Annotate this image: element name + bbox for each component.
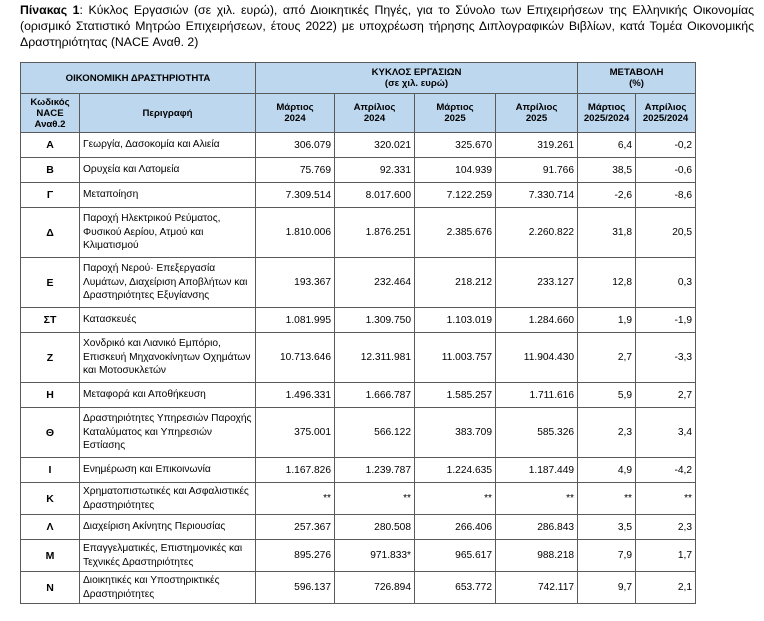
change-march: 1,9 (578, 308, 636, 333)
value-march-2024: 375.001 (256, 408, 335, 458)
row-code: Λ (21, 515, 80, 540)
row-description: Χρηματοπιστωτικές και Ασφαλιστικές Δραστηριότητες (80, 483, 256, 515)
value-april-2025: 319.261 (496, 133, 578, 158)
change-march: 2,3 (578, 408, 636, 458)
change-march: 9,7 (578, 572, 636, 604)
value-march-2024: 193.367 (256, 258, 335, 308)
value-march-2024: 1.167.826 (256, 458, 335, 483)
change-april: ** (636, 483, 696, 515)
change-april: -1,9 (636, 308, 696, 333)
change-march: 12,8 (578, 258, 636, 308)
row-description: Γεωργία, Δασοκομία και Αλιεία (80, 133, 256, 158)
value-march-2024: 257.367 (256, 515, 335, 540)
value-march-2024: 596.137 (256, 572, 335, 604)
value-april-2024: 12.311.981 (335, 333, 415, 383)
value-april-2025: 742.117 (496, 572, 578, 604)
table-row (21, 515, 696, 540)
change-april: -0,2 (636, 133, 696, 158)
value-april-2024: 566.122 (335, 408, 415, 458)
row-code: Β (21, 158, 80, 183)
row-code: Θ (21, 408, 80, 458)
value-april-2025: 7.330.714 (496, 183, 578, 208)
table-row (21, 208, 696, 258)
value-march-2025: 965.617 (415, 540, 496, 572)
value-march-2025: 325.670 (415, 133, 496, 158)
row-code: Η (21, 383, 80, 408)
change-april: -4,2 (636, 458, 696, 483)
value-april-2025: ** (496, 483, 578, 515)
row-description: Ορυχεία και Λατομεία (80, 158, 256, 183)
value-march-2025: 218.212 (415, 258, 496, 308)
table-row (21, 483, 696, 515)
change-april: 2,7 (636, 383, 696, 408)
change-april: 20,5 (636, 208, 696, 258)
table-row (21, 540, 696, 572)
value-april-2025: 1.711.616 (496, 383, 578, 408)
value-april-2024: ** (335, 483, 415, 515)
change-april: 0,3 (636, 258, 696, 308)
value-april-2025: 585.326 (496, 408, 578, 458)
change-april: 2,3 (636, 515, 696, 540)
caption-label: Πίνακας 1 (20, 3, 80, 17)
value-march-2024: 1.496.331 (256, 383, 335, 408)
row-code: ΣΤ (21, 308, 80, 333)
row-description: Μεταποίηση (80, 183, 256, 208)
table-row (21, 133, 696, 158)
value-march-2025: 2.385.676 (415, 208, 496, 258)
turnover-table (20, 62, 696, 604)
row-code: Ζ (21, 333, 80, 383)
table-row (21, 183, 696, 208)
value-march-2025: 1.103.019 (415, 308, 496, 333)
row-description: Κατασκευές (80, 308, 256, 333)
row-code: Μ (21, 540, 80, 572)
row-code: Ι (21, 458, 80, 483)
table-row (21, 258, 696, 308)
value-april-2024: 1.309.750 (335, 308, 415, 333)
value-april-2025: 286.843 (496, 515, 578, 540)
value-march-2025: ** (415, 483, 496, 515)
change-march: 3,5 (578, 515, 636, 540)
table-row (21, 458, 696, 483)
table-row (21, 158, 696, 183)
row-code: Δ (21, 208, 80, 258)
value-april-2024: 1.876.251 (335, 208, 415, 258)
value-april-2024: 320.021 (335, 133, 415, 158)
change-march: 4,9 (578, 458, 636, 483)
header-change: ΜΕΤΑΒΟΛΗ (%) (578, 63, 696, 94)
value-april-2024: 280.508 (335, 515, 415, 540)
row-code: Ε (21, 258, 80, 308)
value-april-2024: 1.239.787 (335, 458, 415, 483)
table-row (21, 572, 696, 604)
row-description: Επαγγελματικές, Επιστημονικές και Τεχνικές Δραστηριότητες (80, 540, 256, 572)
table-row (21, 408, 696, 458)
change-april: 3,4 (636, 408, 696, 458)
value-april-2024: 232.464 (335, 258, 415, 308)
value-april-2025: 988.218 (496, 540, 578, 572)
change-march: 7,9 (578, 540, 636, 572)
value-march-2024: 895.276 (256, 540, 335, 572)
table-caption (20, 2, 754, 50)
value-march-2024: 1.081.995 (256, 308, 335, 333)
value-april-2024: 1.666.787 (335, 383, 415, 408)
value-march-2024: ** (256, 483, 335, 515)
row-description: Διοικητικές και Υποστηρικτικές Δραστηριότητες (80, 572, 256, 604)
table-row (21, 308, 696, 333)
value-march-2025: 104.939 (415, 158, 496, 183)
header-turnover: ΚΥΚΛΟΣ ΕΡΓΑΣΙΩΝ (σε χιλ. ευρώ) (256, 63, 578, 94)
value-april-2025: 11.904.430 (496, 333, 578, 383)
table-row (21, 383, 696, 408)
value-march-2025: 266.406 (415, 515, 496, 540)
value-april-2024: 92.331 (335, 158, 415, 183)
row-description: Παροχή Νερού· Επεξεργασία Λυμάτων, Διαχείριση Αποβλήτων και Δραστηριότητες Εξυγίανσης (80, 258, 256, 308)
change-april: 2,1 (636, 572, 696, 604)
row-description: Δραστηριότητες Υπηρεσιών Παροχής Καταλύματος και Υπηρεσιών Εστίασης (80, 408, 256, 458)
header-march-2025: Μάρτιος 2025 (415, 94, 496, 133)
change-march: 38,5 (578, 158, 636, 183)
row-description: Παροχή Ηλεκτρικού Ρεύματος, Φυσικού Αερίου, Ατμού και Κλιματισμού (80, 208, 256, 258)
header-economic-activity: ΟΙΚΟΝΟΜΙΚΗ ΔΡΑΣΤΗΡΙΟΤΗΤΑ (21, 63, 256, 94)
table-row (21, 333, 696, 383)
row-code: Γ (21, 183, 80, 208)
value-april-2024: 726.894 (335, 572, 415, 604)
change-april: 1,7 (636, 540, 696, 572)
change-march: 6,4 (578, 133, 636, 158)
value-march-2024: 7.309.514 (256, 183, 335, 208)
change-april: -3,3 (636, 333, 696, 383)
value-april-2025: 91.766 (496, 158, 578, 183)
value-march-2025: 7.122.259 (415, 183, 496, 208)
value-april-2025: 2.260.822 (496, 208, 578, 258)
change-march: 2,7 (578, 333, 636, 383)
value-march-2025: 1.224.635 (415, 458, 496, 483)
header-nace-code: Κωδικός NACE Αναθ.2 (21, 94, 80, 133)
value-march-2024: 306.079 (256, 133, 335, 158)
value-march-2024: 10.713.646 (256, 333, 335, 383)
value-april-2025: 233.127 (496, 258, 578, 308)
value-march-2025: 11.003.757 (415, 333, 496, 383)
row-description: Χονδρικό και Λιανικό Εμπόριο, Επισκευή Μηχανοκίνητων Οχημάτων και Μοτοσυκλετών (80, 333, 256, 383)
row-code: Ν (21, 572, 80, 604)
header-change-march: Μάρτιος 2025/2024 (578, 94, 636, 133)
value-march-2024: 75.769 (256, 158, 335, 183)
value-april-2025: 1.284.660 (496, 308, 578, 333)
header-april-2024: Απρίλιος 2024 (335, 94, 415, 133)
row-description: Διαχείριση Ακίνητης Περιουσίας (80, 515, 256, 540)
row-description: Ενημέρωση και Επικοινωνία (80, 458, 256, 483)
change-april: -0,6 (636, 158, 696, 183)
change-march: -2,6 (578, 183, 636, 208)
value-march-2025: 653.772 (415, 572, 496, 604)
header-description: Περιγραφή (80, 94, 256, 133)
change-march: 5,9 (578, 383, 636, 408)
row-code: Α (21, 133, 80, 158)
change-march: ** (578, 483, 636, 515)
row-code: Κ (21, 483, 80, 515)
header-march-2024: Μάρτιος 2024 (256, 94, 335, 133)
value-march-2024: 1.810.006 (256, 208, 335, 258)
value-march-2025: 383.709 (415, 408, 496, 458)
value-april-2025: 1.187.449 (496, 458, 578, 483)
header-april-2025: Απρίλιος 2025 (496, 94, 578, 133)
value-march-2025: 1.585.257 (415, 383, 496, 408)
change-march: 31,8 (578, 208, 636, 258)
value-april-2024: 971.833* (335, 540, 415, 572)
caption-text: : Κύκλος Εργασιών (σε χιλ. ευρώ), από Διοικητικές Πηγές, για το Σύνολο των Επιχειρήσεων της Ελληνικής Οικονομίας (ορισμικό Στατιστικό Μητρώο Επιχειρήσεων, έτους 2022) με υποχρέωση τήρησης Διπλογραφικών Βιβλίων, κατά Τομέα Οικονομικής Δραστηριότητας (NACE Αναθ. 2) (20, 3, 754, 49)
change-april: -8,6 (636, 183, 696, 208)
value-april-2024: 8.017.600 (335, 183, 415, 208)
row-description: Μεταφορά και Αποθήκευση (80, 383, 256, 408)
header-change-april: Απρίλιος 2025/2024 (636, 94, 696, 133)
